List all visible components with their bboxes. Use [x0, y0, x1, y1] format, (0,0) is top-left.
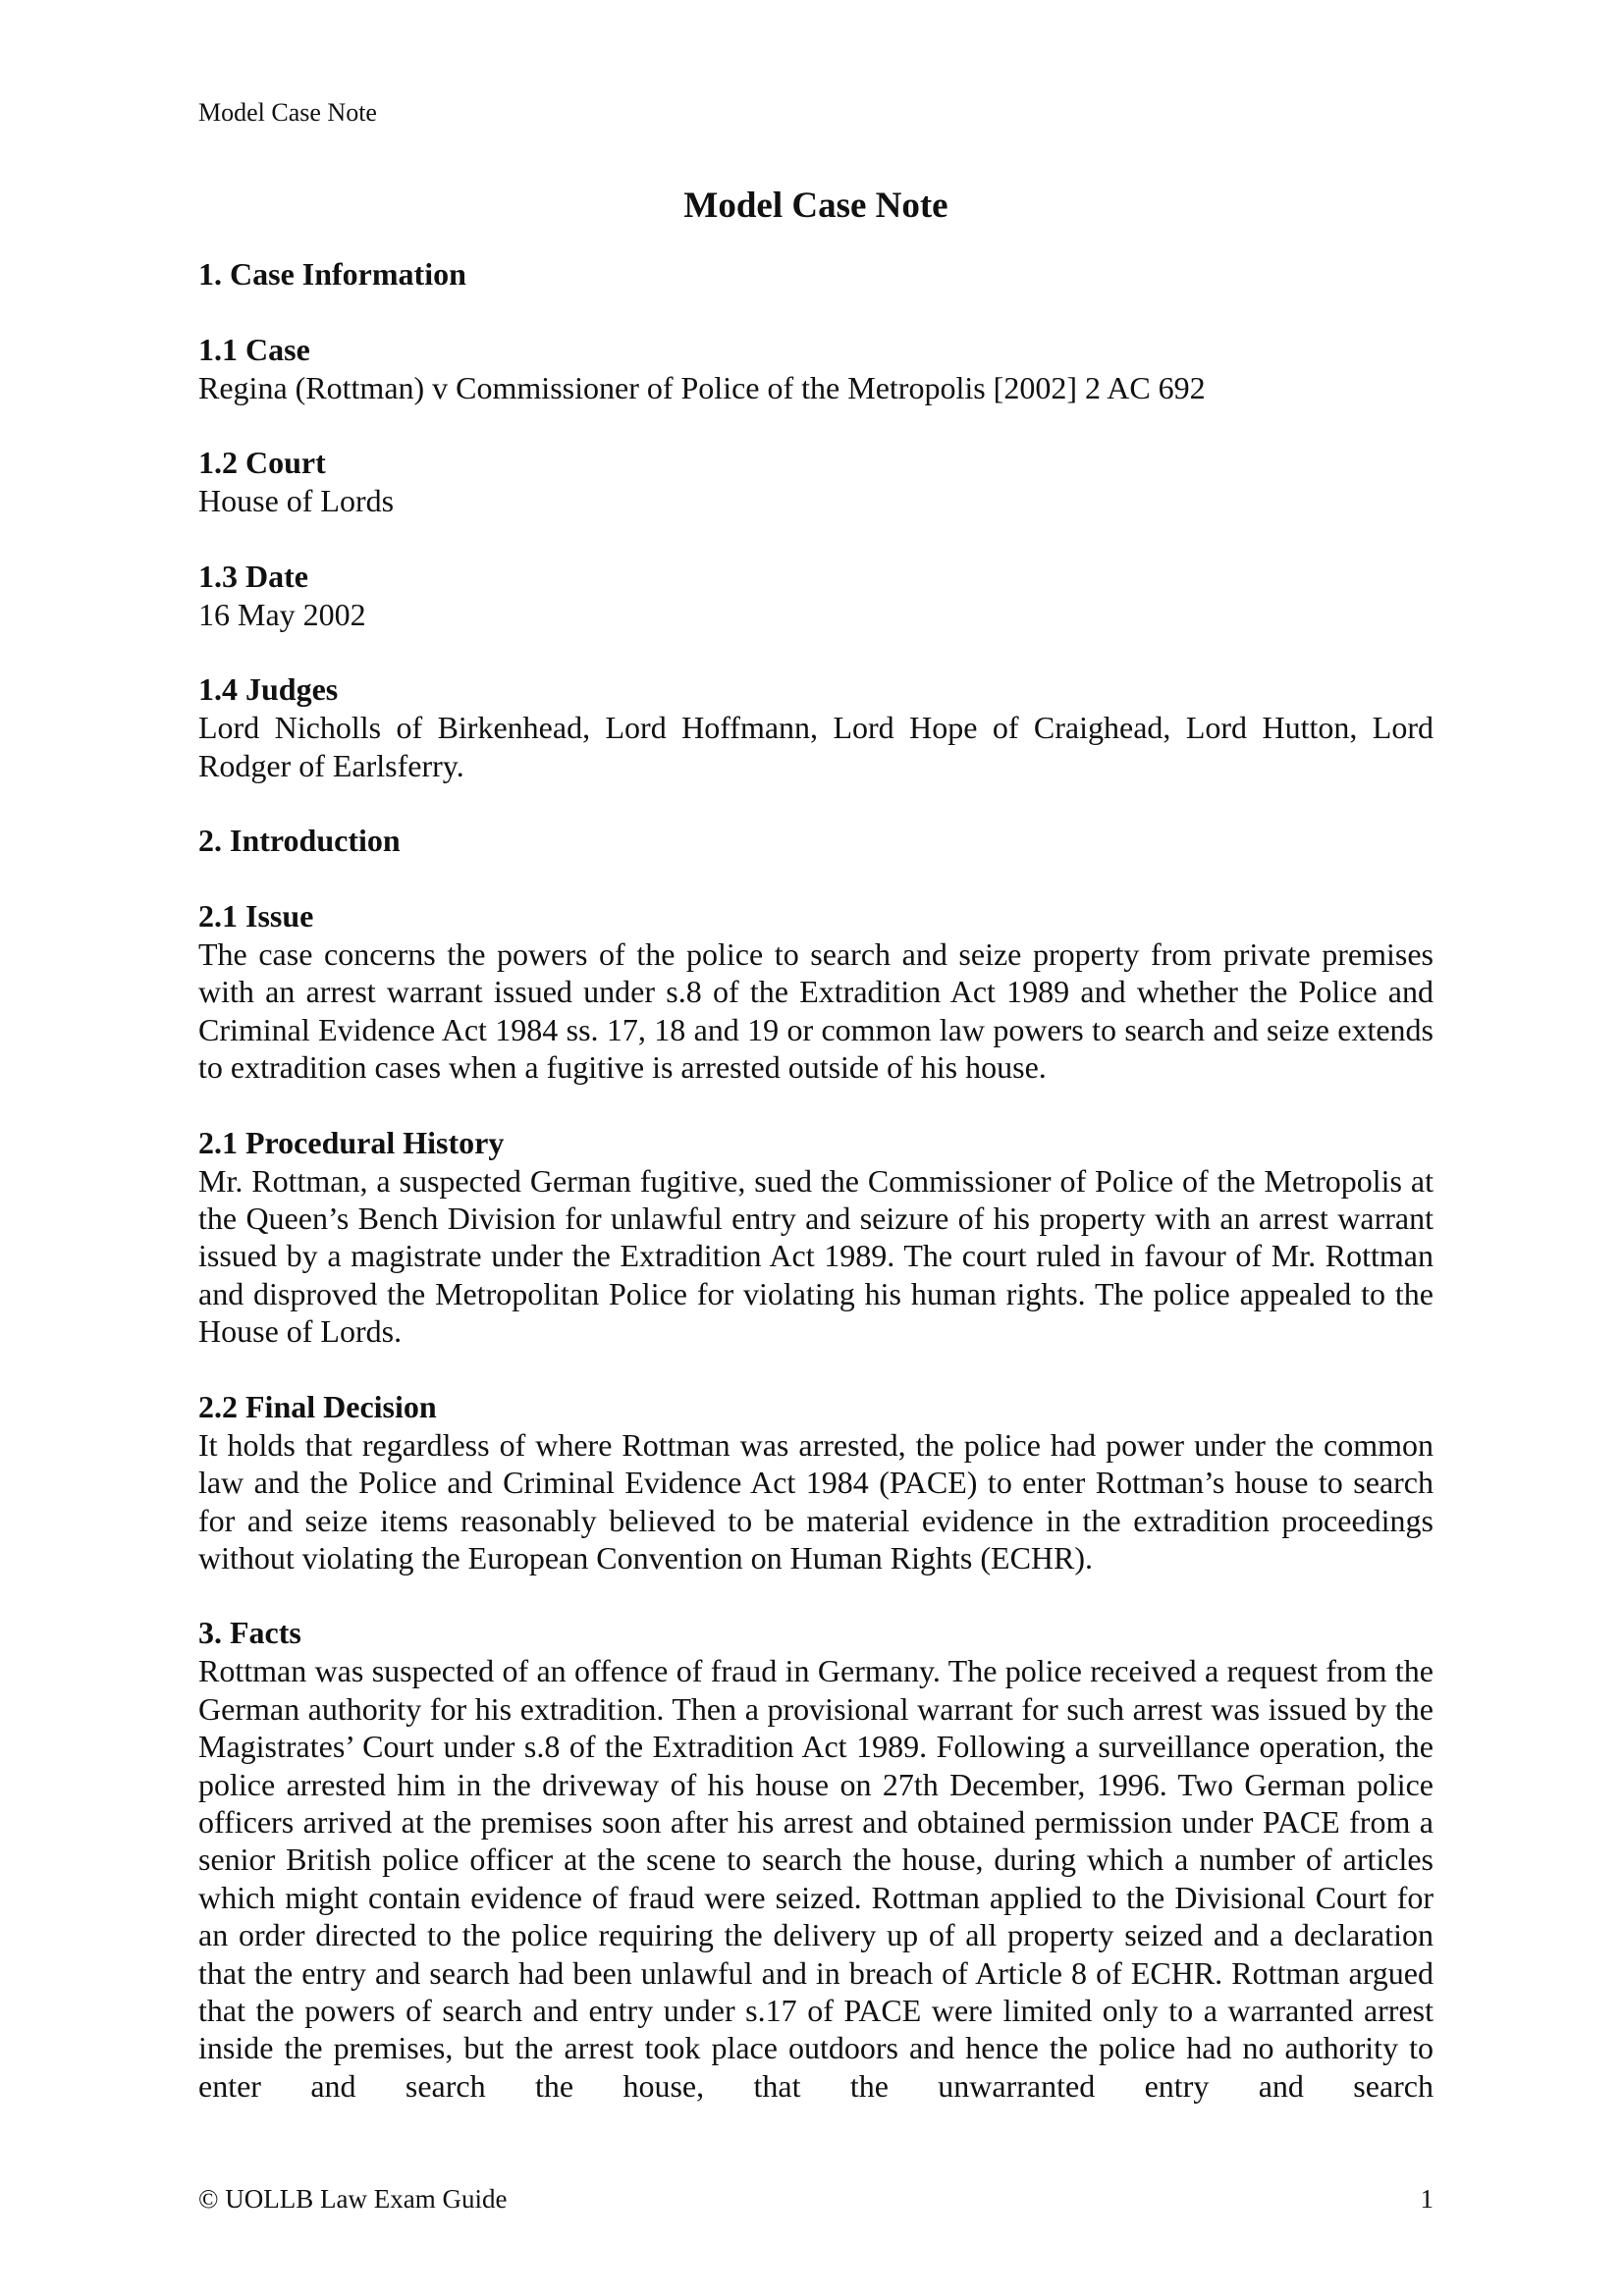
- procedural-history-paragraph: Mr. Rottman, a suspected German fugitive, sued the Commissioner of Police of the Metropolis at the Queen’s Bench Division for unlawful entry and seizure of his property with an arrest warrant issued by a magistrate under the Extradition Act 1989. The court ruled in favour of Mr. Rottman and disproved the Metropolitan Police for violating his human rights. The police appealed to the House of Lords.: [198, 1162, 1434, 1350]
- facts-paragraph: Rottman was suspected of an offence of fraud in Germany. The police received a request from the German authority for his extradition. Then a provisional warrant for such arrest was issued by the Magistrates’ Court under s.8 of the Extradition Act 1989. Following a surveillance operation, the police arrested him in the driveway of his house on 27th December, 1996. Two German police officers arrived at the premises soon after his arrest and obtained permission under PACE from a senior British police officer at the scene to search the house, during which a number of articles which might contain evidence of fraud were seized. Rottman applied to the Divisional Court for an order directed to the police requiring the delivery up of all property seized and a declaration that the entry and search had been unlawful and in breach of Article 8 of ECHR. Rottman argued that the powers of search and entry under s.17 of PACE were limited only to a warranted arrest inside the premises, but the arrest took place outdoors and hence the police had no authority to enter and search the house, that the unwarranted entry and search: [198, 1653, 1434, 2104]
- page-number: 1: [1420, 2184, 1434, 2214]
- spacer: [198, 784, 1434, 822]
- section-heading-facts: 3. Facts: [198, 1615, 301, 1651]
- issue-paragraph: The case concerns the powers of the police to search and seize property from private premises with an arrest warrant issued under s.8 of the Extradition Act 1989 and whether the Police and Criminal Evidence Act 1984 ss. 17, 18 and 19 or common law powers to search and seize extends to extradition cases when a fugitive is arrested outside of his house.: [198, 936, 1434, 1086]
- spacer: [198, 1351, 1434, 1388]
- document-body: [198, 179, 1434, 2105]
- spacer: [198, 294, 1434, 331]
- running-header: Model Case Note: [198, 98, 377, 127]
- subheading-issue: 2.1 Issue: [198, 898, 314, 934]
- section-heading-case-information: 1. Case Information: [198, 256, 466, 292]
- judges-list: Lord Nicholls of Birkenhead, Lord Hoffmann, Lord Hope of Craighead, Lord Hutton, Lord Rodger of Earlsferry.: [198, 710, 1434, 783]
- subheading-procedural-history: 2.1 Procedural History: [198, 1124, 505, 1160]
- spacer: [198, 520, 1434, 558]
- subheading-court: 1.2 Court: [198, 445, 326, 481]
- subheading-judges: 1.4 Judges: [198, 671, 339, 708]
- running-footer: [198, 2182, 1434, 2216]
- subheading-case: 1.1 Case: [198, 332, 310, 367]
- spacer: [198, 633, 1434, 670]
- final-decision-paragraph: It holds that regardless of where Rottman was arrested, the police had power under the common law and the Police and Criminal Evidence Act 1984 (PACE) to enter Rottman’s house to search for and seize items reasonably believed to be material evidence in the extradition proceedings without violating the European Convention on Human Rights (ECHR).: [198, 1426, 1434, 1575]
- court-name: House of Lords: [198, 483, 395, 519]
- spacer: [198, 860, 1434, 897]
- document-title: Model Case Note: [683, 186, 948, 226]
- spacer: [198, 1576, 1434, 1614]
- spacer: [198, 406, 1434, 444]
- subheading-final-decision: 2.2 Final Decision: [198, 1388, 437, 1424]
- subheading-date: 1.3 Date: [198, 558, 308, 594]
- spacer: [198, 1087, 1434, 1124]
- case-citation: Regina (Rottman) v Commissioner of Police of the Metropolis [2002] 2 AC 692: [198, 370, 1206, 405]
- section-heading-introduction: 2. Introduction: [198, 823, 401, 859]
- copyright-notice: © UOLLB Law Exam Guide: [198, 2184, 508, 2214]
- decision-date: 16 May 2002: [198, 596, 366, 632]
